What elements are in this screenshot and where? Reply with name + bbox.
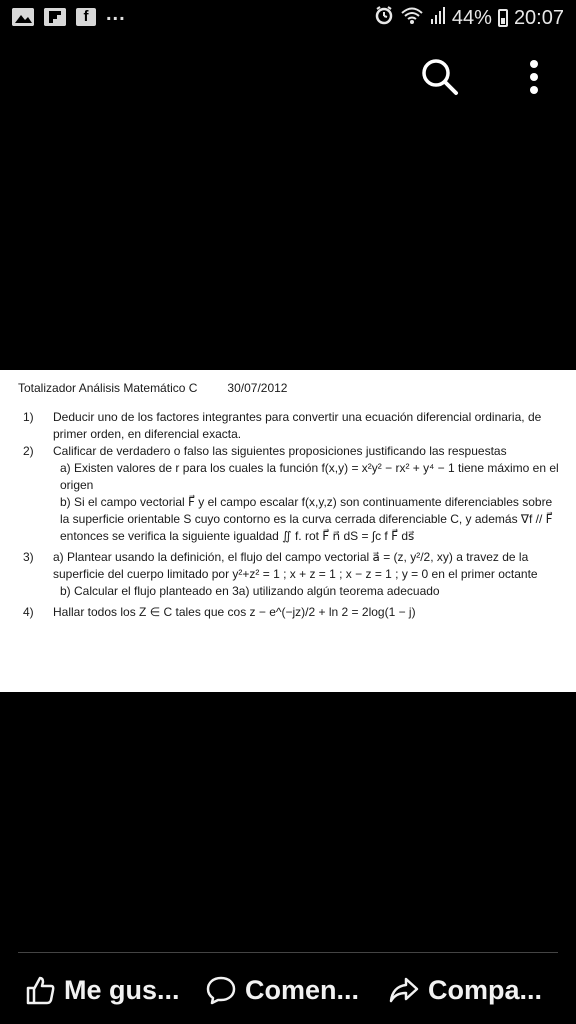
search-icon [420,57,460,97]
thumbs-up-icon [24,974,56,1006]
share-button[interactable] [388,974,542,1006]
like-button[interactable] [24,974,180,1006]
question-text: Hallar todos los Z ∈ C tales que cos z − e^(−jz)/2 + ln 2 = 2log(1 − j) [53,605,416,619]
clock: 20:07 [513,6,564,29]
notification-icons [12,2,126,26]
question-number: 4) [23,605,34,619]
reaction-bar [0,960,576,1020]
facebook-notification-icon: f [76,8,96,26]
share-arrow-icon [388,974,420,1006]
question-2b: b) Si el campo vectorial F⃗ y el campo escalar f(x,y,z) son continuamente diferenciables sobre la superficie orientable S cuyo contorno es la curva cerrada diferenciable C, y además ∇f // F⃗ entonces se verifica la siguiente igualdad ∬ f. rot F⃗ n⃗ dS = ∫c f F⃗ ds⃗ [60,495,553,543]
alarm-icon [374,5,394,31]
document-title: Totalizador Análisis Matemático C [18,381,198,395]
question-number: 1) [23,410,34,424]
like-label: Me gus... [64,974,180,1005]
document-header [18,380,562,397]
status-bar [0,0,576,40]
question-number: 2) [23,444,34,458]
question-1 [23,409,562,443]
battery-percent: 44% [451,6,492,29]
viewer-actions [418,55,556,99]
comment-button[interactable] [205,974,359,1006]
gallery-notification-icon [12,8,34,26]
more-options-button[interactable] [512,55,556,99]
exam-document-image[interactable] [0,370,576,692]
question-text: a) Plantear usando la definición, el flujo del campo vectorial a⃗ = (z, y²/2, xy) a travez de la superficie del cuerpo limitado por y²+z² = 1 ; x + z = 1 ; x − z = 1 ; y = 0 en el primer octante [53,550,538,581]
more-notifications: ... [106,2,126,25]
question-text: Deducir uno de los factores integrantes para convertir una ecuación diferencial ordinaria, de primer orden, en diferencial exacta. [53,410,542,441]
question-3 [23,549,562,583]
battery-icon [498,9,508,27]
comment-icon [205,974,237,1006]
document-date: 30/07/2012 [227,381,288,395]
question-2a: a) Existen valores de r para los cuales la función f(x,y) = x²y² − rx² + y⁴ − 1 tiene máximo en el origen [60,461,559,492]
question-number: 3) [23,550,34,564]
flipboard-notification-icon [44,8,66,26]
comment-label: Comen... [245,974,360,1005]
system-indicators [374,5,564,31]
wifi-icon [400,5,424,31]
signal-icon [430,5,446,31]
search-button[interactable] [418,55,462,99]
share-label: Compa... [428,974,543,1005]
question-text: Calificar de verdadero o falso las siguientes proposiciones justificando las respuestas [53,444,507,458]
question-2 [23,443,562,460]
bottom-divider [18,952,558,953]
question-4 [23,604,562,621]
question-3b: b) Calcular el flujo planteado en 3a) utilizando algún teorema adecuado [60,584,440,598]
more-vert-icon [528,59,540,95]
